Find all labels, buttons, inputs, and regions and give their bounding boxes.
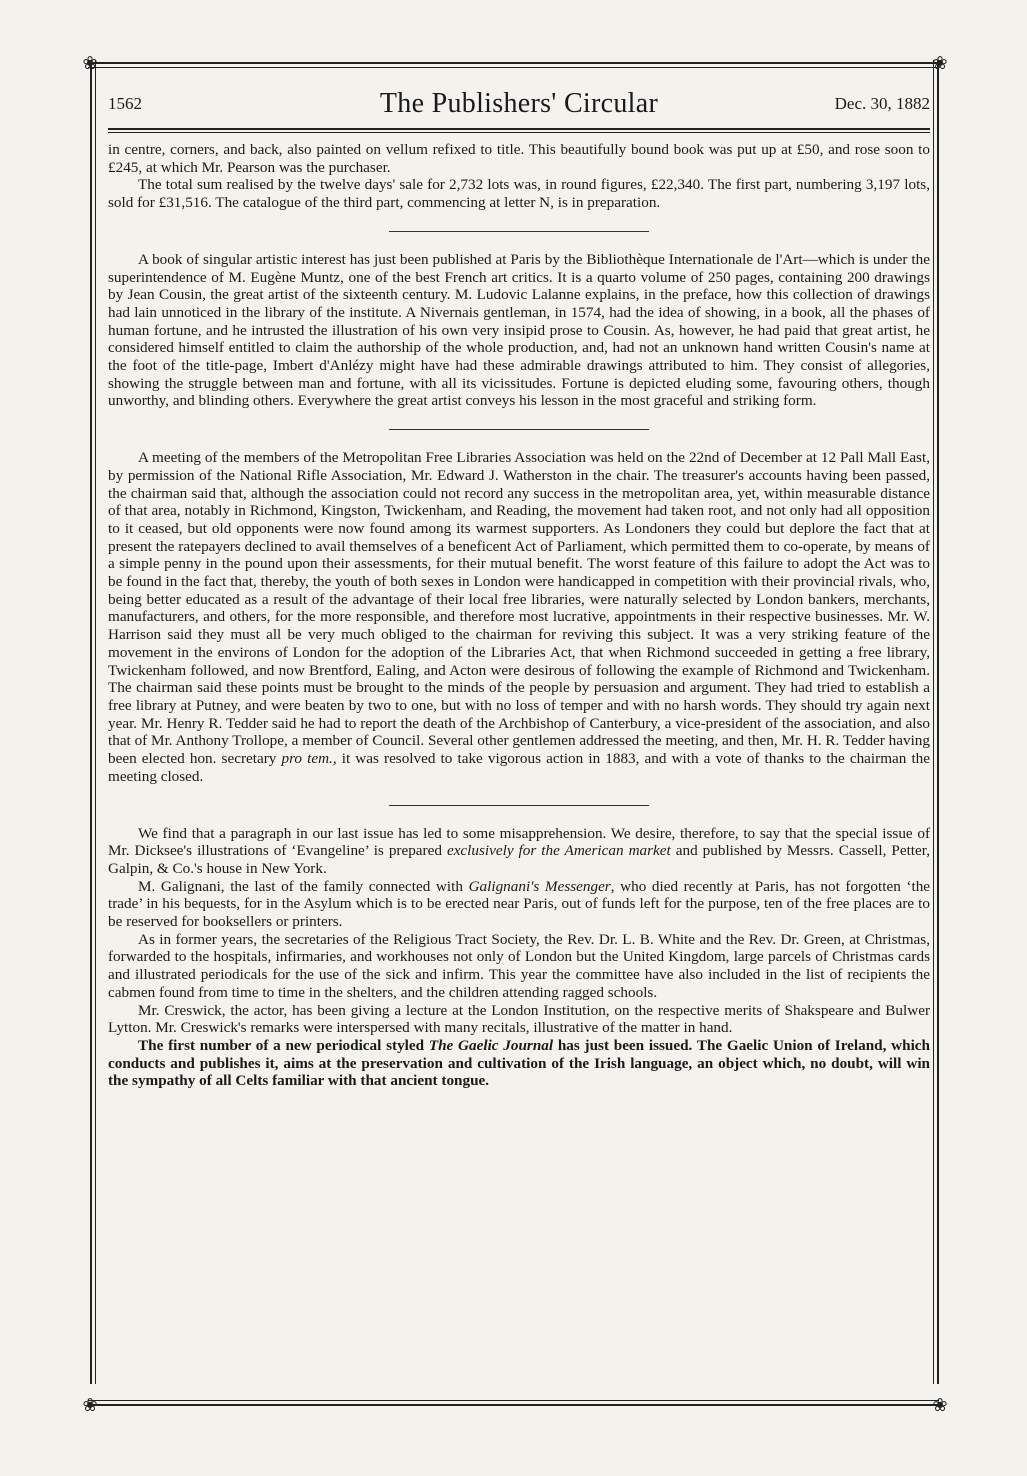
frame-left-rule: [90, 60, 92, 1384]
paragraph-text: , who died recently at Paris, has not forgotten ‘the trade’ in his bequests, for in the Asylum which is to be erected near Paris, out of funds left for the purpose, ten of the free places are to be reserved for booksellers or printers.: [108, 877, 931, 931]
article-book-sale: [108, 141, 930, 212]
frame-left-rule-inner: [95, 60, 96, 1384]
paragraph: [108, 878, 930, 931]
page-content: [108, 88, 930, 1398]
paragraph: A book of singular artistic interest has just been published at Paris by the Bibliothèque Internationale de l'Art—which is under the superintendence of M. Eugène Muntz, one of the best French art critics. It is a quarto volume of 250 pages, containing 200 drawings by Jean Cousin, the great artist of the sixteenth century. M. Ludovic Lalanne explains, in the preface, how this collection of drawings had lain unnoticed in the library of the institute. A Nivernais gentleman, in 1574, had the idea of showing, in a book, all the phases of human fortune, and he intrusted the illustration of his own very insipid prose to Cousin. As, however, he had paid that great artist, he considered himself entitled to claim the authorship of the whole production, and, had not an unknown hand written Cousin's name at the foot of the title-page, Imbert d'Anlézy might have had these admirable drawings attributed to him. They consist of allegories, showing the struggle between man and fortune, with all its vicissitudes. Fortune is depicted eluding some, favouring others, though unworthy, and blinding others. Everywhere the great artist conveys his lesson in the most graceful and striking form.: [108, 250, 930, 410]
paragraph-text: has just been issued. The Gaelic Union of Ireland, which conducts and publishes it, aims at the preservation and cultivation of the Irish language, an object which, no doubt, will win the sympathy of all Celts familiar with that ancient tongue.: [108, 1036, 930, 1090]
issue-date: Dec. 30, 1882: [834, 94, 930, 113]
paragraph-text: We find that a paragraph in our last issue has led to some misapprehension. We desire, therefore, to say that the special issue of Mr. Dicksee's illustrations of ‘Evangeline’ is prepared: [108, 824, 930, 860]
section-divider: [389, 231, 649, 232]
journal-title: The Publishers' Circular: [379, 88, 659, 119]
corner-ornament-icon: ❀: [82, 1395, 98, 1416]
italic-text: The Gaelic Journal: [428, 1036, 554, 1054]
section-divider: [389, 429, 649, 430]
italic-text: Galignani's Messenger: [468, 877, 611, 895]
corner-ornament-icon: ❀: [82, 53, 98, 74]
running-header: [108, 88, 930, 124]
paragraph-text: A meeting of the members of the Metropolitan Free Libraries Association was held on the 22nd of December at 12 Pall Mall East, by permission of the National Rifle Association, Mr. Edward J. Watherston in the chair. The treasurer's accounts having been passed, the chairman said that, although the association could not record any success in the metropolitan area, yet, within measurable distance of that area, notably in Richmond, Kingston, Twickenham, and Reading, the movement had taken root, and not only had all opposition to it ceased, but old opponents were now found among its warmest supporters. As Londoners they could but deplore the fact that at present the ratepayers declined to avail themselves of a beneficent Act of Parliament, which permitted them to co-operate, by means of a simple penny in the pound upon their assessments, for their mutual benefit. The worst feature of this failure to adopt the Act was to be found in the fact that, thereby, the youth of both sexes in London were handicapped in competition with their provincial rivals, who, being better educated as a result of the advantage of their local free libraries, were naturally selected by London bankers, merchants, manufacturers, and others, for the more responsible, and therefore most lucrative, appointments in their respective businesses. Mr. W. Harrison said they must all be very much obliged to the chairman for reviving this subject. It was a very striking feature of the movement in the environs of London for the adoption of the Libraries Act, that when Richmond succeeded in getting a free library, Twickenham followed, and now Brentford, Ealing, and Acton were desirous of following the example of Richmond and Twickenham. The chairman said these points must be brought to the minds of the people by persuasion and argument. They had tried to establish a free library at Putney, and were beaten by two to one, but with no loss of temper and with no harsh words. They should try again next year. Mr. Henry R. Tedder said he had to report the death of the Archbishop of Canterbury, a vice-president of the association, and also that of Mr. Anthony Trollope, a member of Council. Several other gentlemen addressed the meeting, and then, Mr. H. R. Tedder having been elected hon. secretary: [108, 449, 930, 768]
frame-right-rule: [937, 60, 939, 1384]
frame-right-rule-inner: [933, 60, 934, 1384]
paragraph-text: M. Galignani, the last of the family connected with: [138, 877, 463, 895]
page-number: 1562: [108, 94, 142, 113]
paragraph: [108, 1037, 930, 1090]
paragraph: [108, 449, 930, 785]
header-rule-thin: [108, 132, 930, 133]
paragraph: As in former years, the secretaries of the Religious Tract Society, the Rev. Dr. L. B. White and the Rev. Dr. Green, at Christmas, forwarded to the hospitals, infirmaries, and workhouses not only of London but the United Kingdom, large parcels of Christmas cards and illustrated periodicals for the use of the sick and infirm. This year the committee have also included in the list of recipients the cabmen found from time to time in the shelters, and the children attending ragged schools.: [108, 930, 930, 1001]
paragraph: in centre, corners, and back, also painted on vellum refixed to title. This beautifully bound book was put up at £50, and rose soon to £245, at which Mr. Pearson was the purchaser.: [108, 141, 930, 176]
frame-bottom-rule-inner: [88, 1400, 939, 1401]
article-jean-cousin-drawings: [108, 251, 930, 410]
frame-top-rule-inner: [88, 67, 939, 68]
italic-text: exclusively for the American market: [446, 842, 671, 860]
frame-bottom-rule: [88, 1404, 939, 1406]
paragraph: [108, 825, 930, 878]
corner-ornament-icon: ❀: [932, 53, 948, 74]
paragraph: Mr. Creswick, the actor, has been giving a lecture at the London Institution, on the respective merits of Shakspeare and Bulwer Lytton. Mr. Creswick's remarks were interspersed with many recitals, illustrative of the matter in hand.: [108, 1001, 930, 1037]
paragraph: The total sum realised by the twelve days' sale for 2,732 lots was, in round figures, £22,340. The first part, numbering 3,197 lots, sold for £31,516. The catalogue of the third part, commencing at letter N, is in preparation.: [108, 176, 930, 212]
article-free-libraries-meeting: [108, 449, 930, 785]
header-rule: [108, 128, 930, 130]
italic-text: pro tem.: [281, 750, 333, 768]
frame-top-rule: [88, 62, 939, 64]
paragraph-text: The first number of a new periodical styled: [138, 1036, 425, 1054]
paragraph-text: and published by Messrs. Cassell, Petter, Galpin, & Co.'s house in New York.: [108, 842, 930, 877]
paragraph-text: , it was resolved to take vigorous action in 1883, and with a vote of thanks to the chairman the meeting closed.: [108, 750, 931, 785]
corner-ornament-icon: ❀: [932, 1395, 948, 1416]
section-divider: [389, 805, 649, 806]
article-trade-notes: [108, 825, 930, 1091]
